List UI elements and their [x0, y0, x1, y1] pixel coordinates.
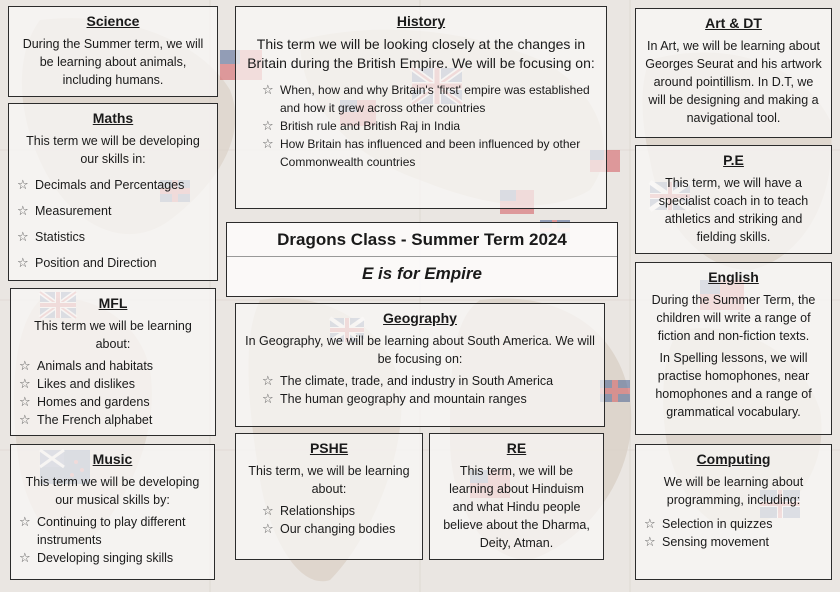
maths-item: ☆ Decimals and Percentages — [17, 172, 209, 198]
english-para-2: In Spelling lessons, we will practise homophones, near homophones and a range of grammatical vocabulary. — [655, 351, 812, 419]
geography-item: ☆ The climate, trade, and industry in South America — [262, 372, 596, 390]
geography-box — [235, 303, 605, 427]
music-item: ☆ Continuing to play different instruments — [19, 513, 206, 549]
page-title: Dragons Class - Summer Term 2024 — [277, 230, 567, 249]
english-box — [635, 262, 832, 435]
title-box — [226, 222, 618, 297]
pe-box — [635, 145, 832, 254]
mfl-box — [10, 288, 216, 436]
science-text: During the Summer term, we will be learning about animals, including humans. — [22, 37, 204, 87]
history-box — [235, 6, 607, 209]
mfl-item: ☆ The French alphabet — [19, 411, 207, 429]
geography-intro: In Geography, we will be learning about South America. We will be focusing on: — [245, 334, 595, 366]
english-heading: English — [708, 269, 759, 285]
pshe-intro: This term, we will be learning about: — [248, 464, 410, 496]
pshe-heading: PSHE — [309, 440, 349, 456]
computing-item: ☆ Selection in quizzes — [644, 515, 823, 533]
history-heading: History — [396, 13, 446, 29]
mfl-heading: MFL — [98, 295, 128, 311]
music-item: ☆ Developing singing skills — [19, 549, 206, 567]
mfl-item: ☆ Animals and habitats — [19, 357, 207, 375]
re-box — [429, 433, 604, 560]
pe-heading: P.E — [723, 152, 744, 168]
maths-item: ☆ Measurement — [17, 198, 209, 224]
geography-item: ☆ The human geography and mountain ranges — [262, 390, 596, 408]
pshe-box — [235, 433, 423, 560]
history-intro: This term we will be looking closely at the changes in Britain during the British Empire. We will be focusing on: — [247, 36, 595, 71]
computing-intro: We will be learning about programming, including: — [663, 475, 804, 507]
art-text: In Art, we will be learning about Georges Seurat and his artwork around pointillism. In D.T, we will be designing and making a navigational tool. — [645, 39, 822, 125]
science-box — [8, 6, 218, 97]
pe-text: This term, we will have a specialist coach in to teach athletics and striking and fielding skills. — [658, 176, 809, 244]
mfl-intro: This term we will be learning about: — [34, 319, 192, 351]
maths-item: ☆ Statistics — [17, 224, 209, 250]
pshe-item: ☆ Relationships — [262, 502, 414, 520]
maths-box — [8, 103, 218, 281]
art-heading: Art & DT — [705, 15, 762, 31]
mfl-item: ☆ Homes and gardens — [19, 393, 207, 411]
english-para-1: During the Summer Term, the children will write a range of fiction and non-fiction texts. — [651, 293, 816, 343]
pshe-item: ☆ Our changing bodies — [262, 520, 414, 538]
computing-box — [635, 444, 832, 580]
music-intro: This term we will be developing our musical skills by: — [25, 475, 200, 507]
music-box — [10, 444, 215, 580]
history-item: ☆ How Britain has influenced and been influenced by other Commonwealth countries — [262, 135, 598, 171]
maths-item: ☆ Position and Direction — [17, 250, 209, 276]
re-text: This term, we will be learning about Hinduism and what Hindu people believe about the Dharma, Deity, Atman. — [443, 464, 590, 550]
title-divider — [227, 256, 617, 257]
maths-heading: Maths — [92, 110, 134, 126]
re-heading: RE — [506, 440, 527, 456]
mfl-item: ☆ Likes and dislikes — [19, 375, 207, 393]
geography-heading: Geography — [383, 310, 457, 326]
history-item: ☆ When, how and why Britain's 'first' empire was established and how it grew across other countries — [262, 81, 598, 117]
computing-heading: Computing — [696, 451, 771, 467]
music-heading: Music — [92, 451, 133, 467]
page-subtitle: E is for Empire — [362, 264, 482, 283]
science-heading: Science — [86, 13, 140, 29]
art-box — [635, 8, 832, 138]
computing-item: ☆ Sensing movement — [644, 533, 823, 551]
maths-intro: This term we will be developing our skills in: — [26, 134, 200, 166]
history-item: ☆ British rule and British Raj in India — [262, 117, 598, 135]
